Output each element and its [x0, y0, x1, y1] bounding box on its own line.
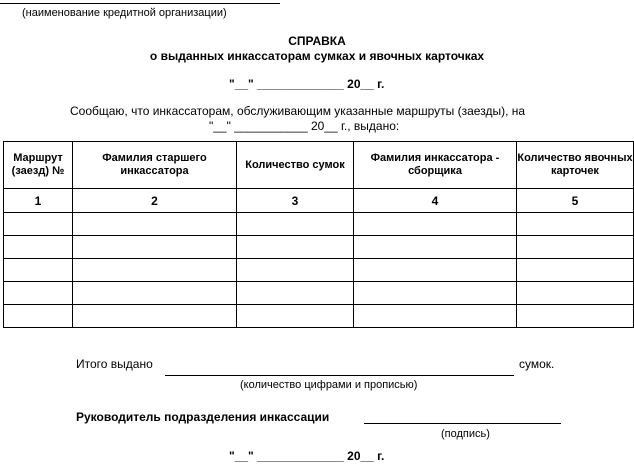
table-cell[interactable] [517, 236, 634, 259]
column-number: 1 [4, 189, 73, 213]
table-cell[interactable] [517, 213, 634, 236]
signature-field[interactable] [364, 423, 561, 424]
total-issued-unit: сумок. [519, 357, 555, 371]
table-cell[interactable] [354, 236, 517, 259]
table-row [4, 259, 634, 282]
column-number: 3 [237, 189, 354, 213]
document-subtitle: о выданных инкассаторам сумках и явочных карточках [149, 49, 485, 63]
table-cell[interactable] [354, 259, 517, 282]
table-cell[interactable] [73, 259, 237, 282]
table-row [4, 282, 634, 305]
table-cell[interactable] [354, 305, 517, 328]
total-issued-caption: (количество цифрами и прописью) [240, 379, 418, 391]
table-cell[interactable] [73, 236, 237, 259]
table-cell[interactable] [354, 282, 517, 305]
total-issued-field[interactable] [165, 375, 514, 376]
table-header-row [4, 142, 634, 189]
column-header-collector: Фамилия инкассатора - сборщика [354, 142, 517, 189]
document-title: СПРАВКА [288, 34, 346, 48]
column-header-senior-collector: Фамилия старшего инкассатора [73, 142, 237, 189]
table-cell[interactable] [517, 305, 634, 328]
table-row [4, 213, 634, 236]
column-number-row [4, 189, 634, 213]
footer-date-line: "__" _____________ 20__ г. [229, 449, 385, 463]
bags-issued-table [3, 141, 634, 328]
column-number: 5 [517, 189, 634, 213]
table-cell[interactable] [517, 282, 634, 305]
table-cell[interactable] [237, 213, 354, 236]
column-number: 4 [354, 189, 517, 213]
table-cell[interactable] [237, 282, 354, 305]
intro-text-line2: "__" ___________ 20__ г., выдано: [209, 119, 400, 133]
table-cell[interactable] [4, 305, 73, 328]
table-cell[interactable] [4, 236, 73, 259]
title-date-line: "__" _____________ 20__ г. [229, 77, 385, 91]
column-number: 2 [73, 189, 237, 213]
table-cell[interactable] [73, 213, 237, 236]
table-cell[interactable] [237, 305, 354, 328]
table-cell[interactable] [4, 282, 73, 305]
table-cell[interactable] [4, 213, 73, 236]
org-name-underline [0, 3, 280, 4]
table-row [4, 305, 634, 328]
intro-text-line1: Сообщаю, что инкассаторам, обслуживающим указанные маршруты (заезды), на [70, 104, 526, 118]
table-cell[interactable] [4, 259, 73, 282]
table-cell[interactable] [73, 282, 237, 305]
column-header-route: Маршрут (заезд) № [4, 142, 73, 189]
table-cell[interactable] [517, 259, 634, 282]
table-row [4, 236, 634, 259]
column-header-card-count: Количество явочных карточек [517, 142, 634, 189]
table-cell[interactable] [354, 213, 517, 236]
table-cell[interactable] [73, 305, 237, 328]
table-cell[interactable] [237, 259, 354, 282]
head-of-division-label: Руководитель подразделения инкассации [76, 410, 330, 424]
signature-caption: (подпись) [441, 428, 490, 440]
total-issued-label: Итого выдано [76, 357, 153, 371]
column-header-bag-count: Количество сумок [237, 142, 354, 189]
table-cell[interactable] [237, 236, 354, 259]
org-name-caption: (наименование кредитной организации) [22, 7, 227, 19]
